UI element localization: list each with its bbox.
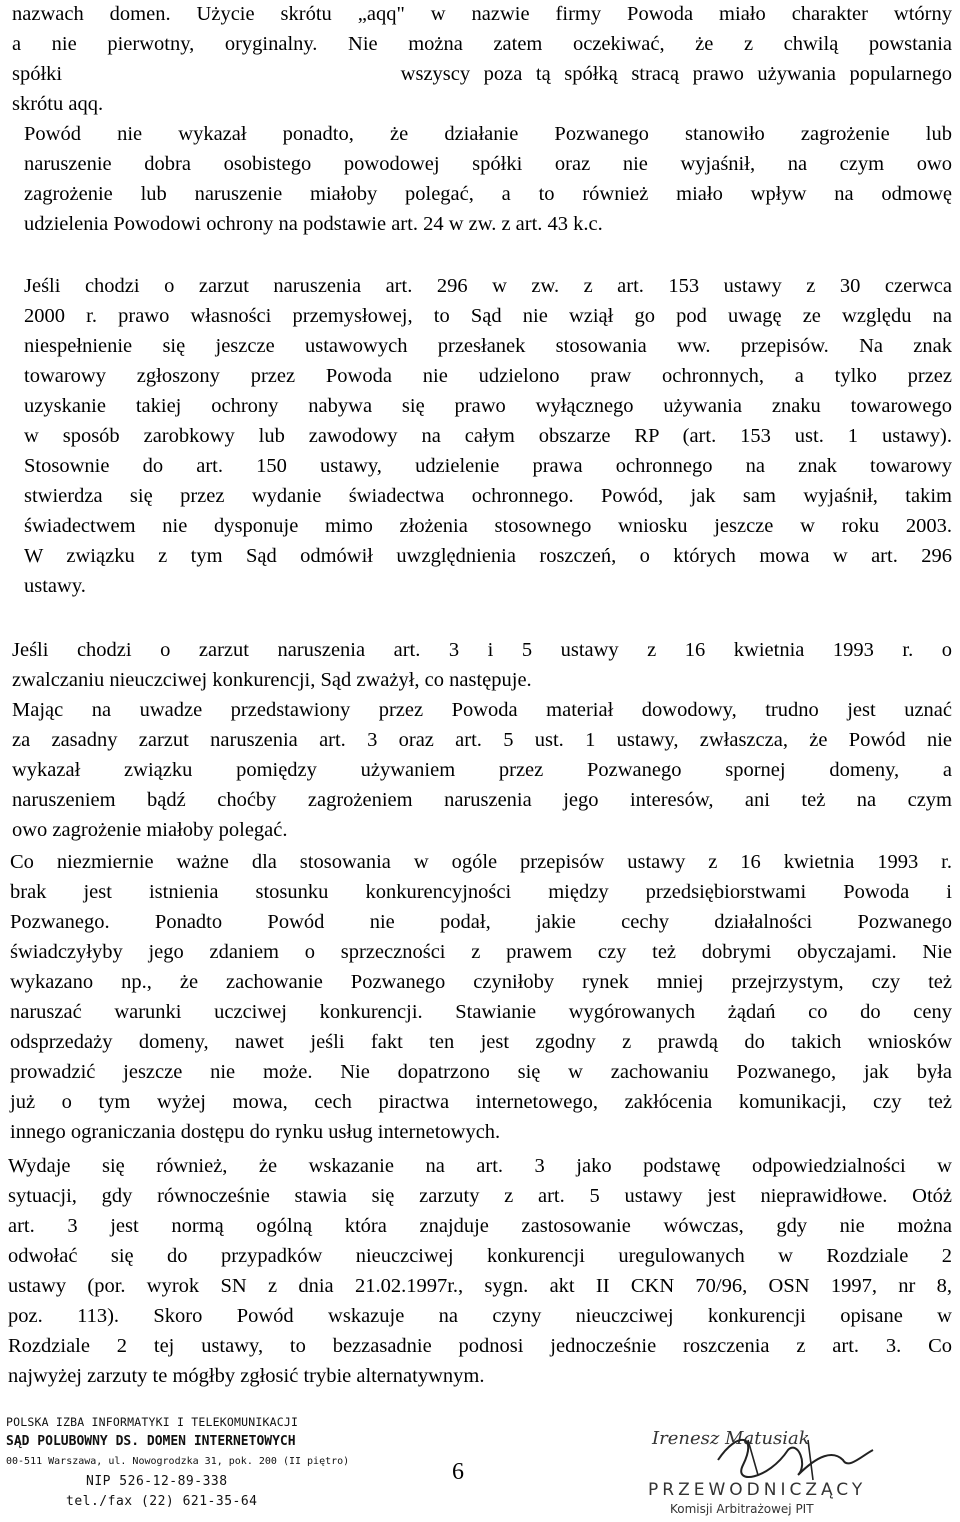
- stamp-line-3: 00-511 Warszawa, ul. Nowogrodzka 31, pok. 200 (II piętro): [6, 1456, 350, 1467]
- line-42: poz. 113). Skoro Powód wskazuje na czyny nieuczciwej konkurencji opisane w: [8, 1305, 952, 1327]
- page-number: 6: [452, 1459, 464, 1485]
- line-16: stwierdza się przez wydanie świadectwa ochronnego. Powód, jak sam wyjaśnił, takim: [24, 485, 952, 507]
- line-37: Wydaje się również, że wskazanie na art. 3 jako podstawę odpowiedzialności w: [8, 1155, 952, 1177]
- line-44: najwyżej zarzuty te mógłby zgłosić trybie alternatywnym.: [8, 1365, 485, 1387]
- line-40: odwołać się do przypadków nieuczciwej konkurencji uregulowanych w Rozdziale 2: [8, 1245, 952, 1267]
- line-24: wykazał związku pomiędzy używaniem przez Pozwanego spornej domeny, a: [12, 759, 952, 781]
- line-20: Jeśli chodzi o zarzut naruszenia art. 3 i 5 ustawy z 16 kwietnia 1993 r. o: [12, 639, 952, 661]
- line-39: art. 3 jest normą ogólną która znajduje zastosowanie wówczas, gdy nie można: [8, 1215, 952, 1237]
- line-38: sytuacji, gdy równocześnie stawia się zarzuty z art. 5 ustawy jest nieprawidłowe. Otóż: [8, 1185, 952, 1207]
- line-17: świadectwem nie dysponuje mimo złożenia stosownego wniosku jeszcze w roku 2003.: [24, 515, 952, 537]
- line-5: Powód nie wykazał ponadto, że działanie Pozwanego stanowiło zagrożenie lub: [24, 123, 952, 145]
- stamp-line-2: SĄD POLUBOWNY DS. DOMEN INTERNETOWYCH: [6, 1434, 296, 1449]
- signatory-name: Irenesz Matusiak: [652, 1428, 810, 1449]
- line-35: już o tym wyżej mowa, cech piractwa internetowego, zakłócenia komunikacji, czy też: [10, 1091, 952, 1113]
- line-29: Pozwanego. Ponadto Powód nie podał, jakie cechy działalności Pozwanego: [10, 911, 952, 933]
- line-6: naruszenie dobra osobistego powodowej spółki oraz nie wyjaśnił, na czym owo: [24, 153, 952, 175]
- line-21: zwalczaniu nieuczciwej konkurencji, Sąd zważył, co następuje.: [12, 669, 532, 691]
- line-22: Mając na uwadze przedstawiony przez Powoda materiał dowodowy, trudno jest uznać: [12, 699, 952, 721]
- line-30: świadczyłyby jego zdaniem o sprzeczności z prawem czy też dobrymi obyczajami. Nie: [10, 941, 952, 963]
- line-1: nazwach domen. Użycie skrótu „aqq" w nazwie firmy Powoda miało charakter wtórny: [12, 3, 952, 25]
- signatory-title: PRZEWODNICZĄCY: [648, 1480, 867, 1500]
- line-7: zagrożenie lub naruszenie miałoby polegać, a to również miało wpływ na odmowę: [24, 183, 952, 205]
- line-15: Stosownie do art. 150 ustawy, udzielenie prawa ochronnego na znak towarowy: [24, 455, 952, 477]
- signatory-subtitle: Komisji Arbitrażowej PIT: [670, 1502, 814, 1516]
- chairman-signature-stamp: [648, 1420, 878, 1520]
- line-27: Co niezmiernie ważne dla stosowania w ogóle przepisów ustawy z 16 kwietnia 1993 r.: [10, 851, 952, 873]
- line-2: a nie pierwotny, oryginalny. Nie można zatem oczekiwać, że z chwilą powstania: [12, 33, 952, 55]
- line-19: ustawy.: [24, 575, 86, 597]
- line-10: 2000 r. prawo własności przemysłowej, to Sąd nie wziął go pod uwagę ze względu na: [24, 305, 952, 327]
- line-23: za zasadny zarzut naruszenia art. 3 oraz art. 5 ust. 1 ustawy, zwłaszcza, że Powód nie: [12, 729, 952, 751]
- stamp-line-4: NIP 526-12-89-338: [86, 1474, 228, 1489]
- line-4: skrótu aqq.: [12, 93, 104, 115]
- line-32: naruszać warunki uczciwej konkurencji. Stawianie wygórowanych żądań co do ceny: [10, 1001, 952, 1023]
- line-26: owo zagrożenie miałoby polegać.: [12, 819, 288, 841]
- line-18: W związku z tym Sąd odmówił uwzględnienia roszczeń, o których mowa w art. 296: [24, 545, 952, 567]
- line-3: spółki wszyscy poza tą spółką stracą prawo używania popularnego: [12, 63, 952, 85]
- line-8: udzielenia Powodowi ochrony na podstawie art. 24 w zw. z art. 43 k.c.: [24, 213, 603, 235]
- line-14: w sposób zarobkowy lub zawodowy na całym obszarze RP (art. 153 ust. 1 ustawy).: [24, 425, 952, 447]
- institution-stamp: [6, 1412, 350, 1512]
- line-41: ustawy (por. wyrok SN z dnia 21.02.1997r., sygn. akt II CKN 70/96, OSN 1997, nr 8,: [8, 1275, 952, 1297]
- line-36: innego ograniczania dostępu do rynku usług internetowych.: [10, 1121, 501, 1143]
- line-13: uzyskanie takiej ochrony nabywa się prawo wyłącznego używania znaku towarowego: [24, 395, 952, 417]
- line-33: odsprzedaży domeny, nawet jeśli fakt ten jest zgodny z prawdą do takich wniosków: [10, 1031, 952, 1053]
- stamp-line-1: POLSKA IZBA INFORMATYKI I TELEKOMUNIKACJI: [6, 1415, 299, 1429]
- line-28: brak jest istnienia stosunku konkurencyjności między przedsiębiorstwami Powoda i: [10, 881, 952, 903]
- line-25: naruszeniem bądź choćby zagrożeniem naruszenia jego interesów, ani też na czym: [12, 789, 952, 811]
- line-9: Jeśli chodzi o zarzut naruszenia art. 296 w zw. z art. 153 ustawy z 30 czerwca: [24, 275, 952, 297]
- line-34: prowadzić jeszcze nie może. Nie dopatrzono się w zachowaniu Pozwanego, jak była: [10, 1061, 952, 1083]
- line-11: niespełnienie się jeszcze ustawowych przesłanek stosowania ww. przepisów. Na znak: [24, 335, 952, 357]
- line-43: Rozdziale 2 tej ustawy, to bezzasadnie podnosi jednocześnie roszczenia z art. 3. Co: [8, 1335, 952, 1357]
- stamp-line-5: tel./fax (22) 621-35-64: [66, 1494, 258, 1509]
- line-31: wykazano np., że zachowanie Pozwanego czyniłoby rynek mniej przejrzystym, czy też: [10, 971, 952, 993]
- line-12: towarowy zgłoszony przez Powoda nie udzielono praw ochronnych, a tylko przez: [24, 365, 952, 387]
